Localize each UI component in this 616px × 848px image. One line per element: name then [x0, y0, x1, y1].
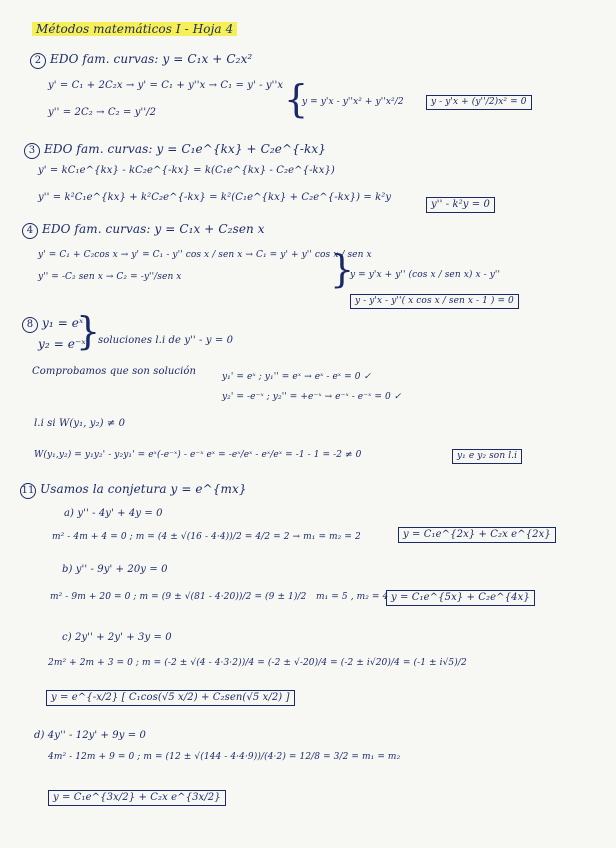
ex2-number: 2: [30, 53, 46, 69]
ex8-li: l.i si W(y₁, y₂) ≠ 0: [34, 418, 126, 429]
ex11a-equation: a) y'' - 4y' + 4y = 0: [64, 508, 163, 519]
ex4-line3: y = y'x + y'' (cos x / sen x) x - y'': [350, 270, 501, 280]
ex11b-roots: m₁ = 5 , m₂ = 4: [316, 592, 389, 602]
ex2-result-box: y - y'x + (y''/2)x² = 0: [426, 95, 532, 110]
page-title: [32, 22, 237, 36]
ex4-line1: y' = C₁ + C₂cos x → y' = C₁ - y'' cos x / sen x → C₁ = y' + y'' cos x / sen x: [38, 250, 372, 260]
ex11d-equation: d) 4y'' - 12y' + 9y = 0: [34, 730, 146, 741]
ex4-header-text: EDO fam. curvas: y = C₁x + C₂sen x: [42, 222, 265, 236]
ex4-result-box: y - y'x - y''( x cos x / sen x - 1 ) = 0: [350, 294, 519, 309]
ex8-number: 8: [22, 317, 38, 333]
ex8-check2: y₂' = -e⁻ˣ ; y₂'' = +e⁻ˣ → e⁻ˣ - e⁻ˣ = 0 ✓: [222, 392, 402, 402]
ex11-number: 11: [20, 483, 36, 499]
ex11d-solve: 4m² - 12m + 9 = 0 ; m = (12 ± √(144 - 4·4·9))/(4·2) = 12/8 = 3/2 = m₁ = m₂: [48, 752, 401, 762]
ex3-number: 3: [24, 143, 40, 159]
ex8-result-box: y₁ e y₂ son l.i: [452, 449, 522, 464]
ex8-y1-text: y₁ = eˣ: [42, 316, 84, 330]
ex11d-result-box: y = C₁e^{3x/2} + C₂x e^{3x/2}: [48, 790, 226, 806]
ex3-line2-text: y'' = k²C₁e^{kx} + k²C₂e^{-kx} = k²(C₁e^{kx} + C₂e^{-kx}) = k²y: [38, 192, 392, 203]
ex8-y1: [22, 316, 83, 333]
ex2-line2: y'' = 2C₂ → C₂ = y''/2: [48, 107, 157, 118]
ex8-wronskian: W(y₁,y₂) = y₁y₂' - y₂y₁' = eˣ(-e⁻ˣ) - e⁻ˣ eˣ = -eˣ/eˣ - eˣ/eˣ = -1 - 1 = -2 ≠ 0: [34, 450, 362, 460]
ex3-result-box: y'' - k²y = 0: [426, 197, 495, 213]
ex2-brace: {: [284, 77, 309, 121]
ex3-line1: y' = kC₁e^{kx} - kC₂e^{-kx} = k(C₁e^{kx} - C₂e^{-kx}): [38, 165, 335, 176]
ex11b-equation: b) y'' - 9y' + 20y = 0: [62, 564, 168, 575]
ex2-line3: y = y'x - y''x² + y''x²/2: [302, 97, 404, 107]
ex11c-solve: 2m² + 2m + 3 = 0 ; m = (-2 ± √(4 - 4·3·2))/4 = (-2 ± √-20)/4 = (-2 ± i√20)/4 = (-1 ± i√5)/2: [48, 658, 467, 668]
ex3-line2: [38, 192, 391, 204]
ex8-brace: }: [76, 309, 101, 353]
ex11c-equation: c) 2y'' + 2y' + 3y = 0: [62, 632, 172, 643]
ex11b-result-box: y = C₁e^{5x} + C₂e^{4x}: [386, 590, 535, 606]
ex3-header: [24, 142, 326, 159]
ex2-header: [30, 52, 252, 69]
ex11b-solve: m² - 9m + 20 = 0 ; m = (9 ± √(81 - 4·20))/2 = (9 ± 1)/2: [50, 592, 307, 602]
ex3-header-text: EDO fam. curvas: y = C₁e^{kx} + C₂e^{-kx}: [44, 142, 326, 156]
ex8-check1: y₁' = eˣ ; y₁'' = eˣ → eˣ - eˣ = 0 ✓: [222, 372, 372, 382]
title-text: Métodos matemáticos I - Hoja 4: [32, 22, 237, 36]
ex8-brace-text: soluciones l.i de y'' - y = 0: [98, 335, 234, 346]
ex11a-result-box: y = C₁e^{2x} + C₂x e^{2x}: [398, 527, 556, 543]
ex8-y2: y₂ = e⁻ˣ: [38, 337, 86, 351]
ex4-brace: }: [330, 247, 355, 291]
ex4-line2: y'' = -C₂ sen x → C₂ = -y''/sen x: [38, 272, 182, 282]
ex11-header: [20, 482, 247, 499]
ex4-number: 4: [22, 223, 38, 239]
ex11c-result-box: y = e^{-x/2} [ C₁cos(√5 x/2) + C₂sen(√5 x/2) ]: [46, 690, 295, 706]
ex11a-solve: m² - 4m + 4 = 0 ; m = (4 ± √(16 - 4·4))/2 = 4/2 = 2 → m₁ = m₂ = 2: [52, 532, 361, 542]
ex8-check: Comprobamos que son solución: [32, 366, 197, 377]
ex11-header-text: Usamos la conjetura y = e^{mx}: [40, 482, 247, 496]
ex2-header-text: EDO fam. curvas: y = C₁x + C₂x²: [50, 52, 253, 66]
ex4-header: [22, 222, 265, 239]
ex2-line1: y' = C₁ + 2C₂x → y' = C₁ + y''x → C₁ = y' - y''x: [48, 80, 284, 91]
